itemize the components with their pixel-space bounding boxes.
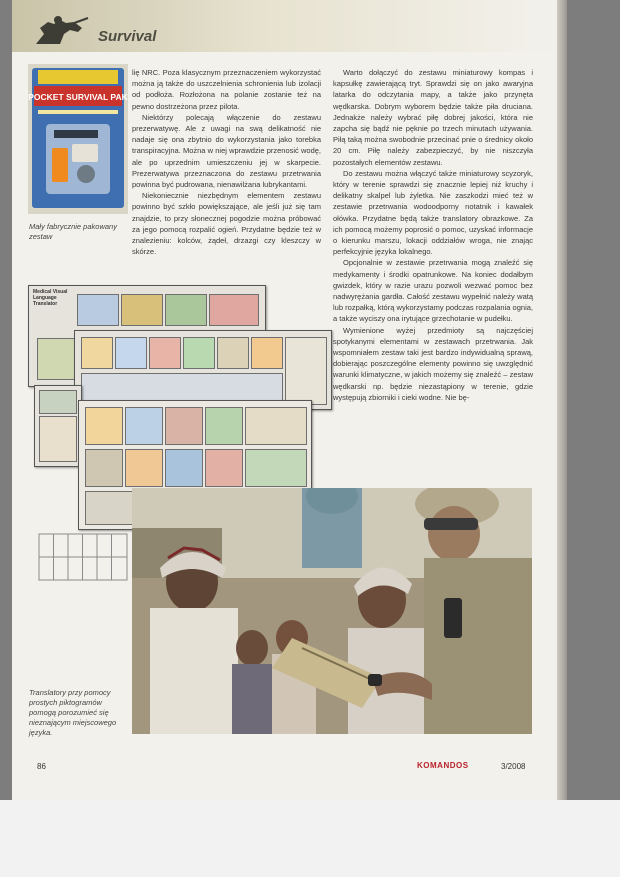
paragraph: Niekoniecznie niezbędnym elementem zestawu powinno być szkło powiększające, ale jeśli już się tam znajdzie, to przy słonecznej pogodzie można próbować za jego pomocą rozpalić ogień. Przydatne będzie też w znalezieniu: kolców, żądeł, drzazgi czy kleszczy w skórze. bbox=[132, 191, 321, 257]
header-band bbox=[12, 0, 557, 52]
translator-caption: Translatory przy pomocy prostych piktogramów pomogą porozumieć się nieznającym miejscowego języka. bbox=[29, 688, 117, 737]
paragraph: Niektórzy polecają włączenie do zestawu prezerwatywę. Ale z uwagi na swą delikatność nie nadaje się ona zbytnio do wykorzystania jako torebka transpiracyjna. Można w niej wprawdzie przenosić wodę, ale po uprzednim umieszczeniu jej w skarpecie. Prezerwatywa przeznaczona do zestawu przetrwania powinna być pudrowana, nienawilżana lubrykantami. bbox=[132, 112, 321, 190]
article-column-middle bbox=[132, 67, 321, 257]
paragraph: Wymienione wyżej przedmioty są najczęściej spotykanymi elementami w zestawach przetrwania. Jak wspomniałem zestaw taki jest bardzo indywidualną sprawą, dobierając poszczególne elementy powinno się uwzględnić warunki klimatyczne, w jakich możemy się znaleźć – zestaw wędkarski np. będzie niezastąpiony w terenie, gdzie występują zbiorniki i cieki wodne. Nie bę- bbox=[333, 325, 533, 402]
folded-chart-icon bbox=[38, 533, 128, 581]
scan-background bbox=[0, 800, 620, 877]
magazine-brand: KOMANDOS bbox=[417, 761, 469, 770]
paragraph: Do zestawu można włączyć także miniaturowy scyzoryk, który w terenie sprawdzi się znacznie lepiej niż kruchy i delikatny skalpel lub żyletka. Nie zaszkodzi mieć też w zestawie przetrwania wodoodporny notatnik i kawałek ołówka. Przydatne będą także translatory obrazkowe. Za ich pomocą możemy poprosić o pomoc, uzyskać informacje o kierunku marszu, lokacji oddziałów wroga, nie znając perfekcyjnie języka lokalnego. bbox=[333, 168, 533, 257]
product-label: POCKET SURVIVAL PAK bbox=[28, 92, 128, 102]
poster-title: Medical Visual Language Translator bbox=[33, 289, 68, 307]
survival-kit-photo bbox=[28, 64, 128, 214]
section-title: Survival bbox=[98, 28, 157, 45]
soldier-with-locals-photo bbox=[132, 488, 532, 734]
translator-poster bbox=[74, 330, 332, 410]
article-column-right bbox=[333, 67, 533, 403]
kit-caption: Mały fabrycznie pakowany zestaw bbox=[29, 222, 117, 241]
paragraph: Warto dołączyć do zestawu miniaturowy kompas i kapsułkę zawierającą tryt. Sprawdzi się on jako awaryjna latarka do odczytania mapy, a także jako przynęta wędkarska. Dobrym wyborem będzie także piła druciana. Jednakże należy wybrać piłę dobrej jakości, która nie zapcha się bądź nie pęknie po trzech minutach używania. Piłą taką można swobodnie przecinać pnie o średnicy około 20 cm. Piłę należy zabezpieczyć, by nie niszczyła pozostałych elementów zestawu. bbox=[333, 68, 533, 167]
soldier-silhouette-icon bbox=[30, 14, 92, 50]
magazine-page bbox=[12, 0, 557, 800]
page-edge bbox=[557, 0, 567, 800]
paragraph: lię NRC. Poza klasycznym przeznaczeniem wykorzystać można ją także do uszczelnienia schronienia lub izolacji od podłoża. Rozłożona na polanie zostanie też na pewno dostrzeżona przez pilota. bbox=[132, 68, 321, 111]
translator-poster bbox=[34, 385, 82, 467]
page-number: 86 bbox=[37, 762, 46, 771]
issue-number: 3/2008 bbox=[501, 762, 526, 771]
paragraph: Opcjonalnie w zestawie przetrwania mogą znaleźć się medykamenty i środki opatrunkowe. Na koniec dodałbym gwizdek, który w razie urazu pozwoli wezwać pomoc bez nadwyrężania gardła. Całość zestawu wypełnić należy watą lub rozpałką, którą wykorzystamy podczas rozpalania ognia, a także wyciszy ona irytujące grzechotanie w pudełku. bbox=[333, 258, 533, 324]
